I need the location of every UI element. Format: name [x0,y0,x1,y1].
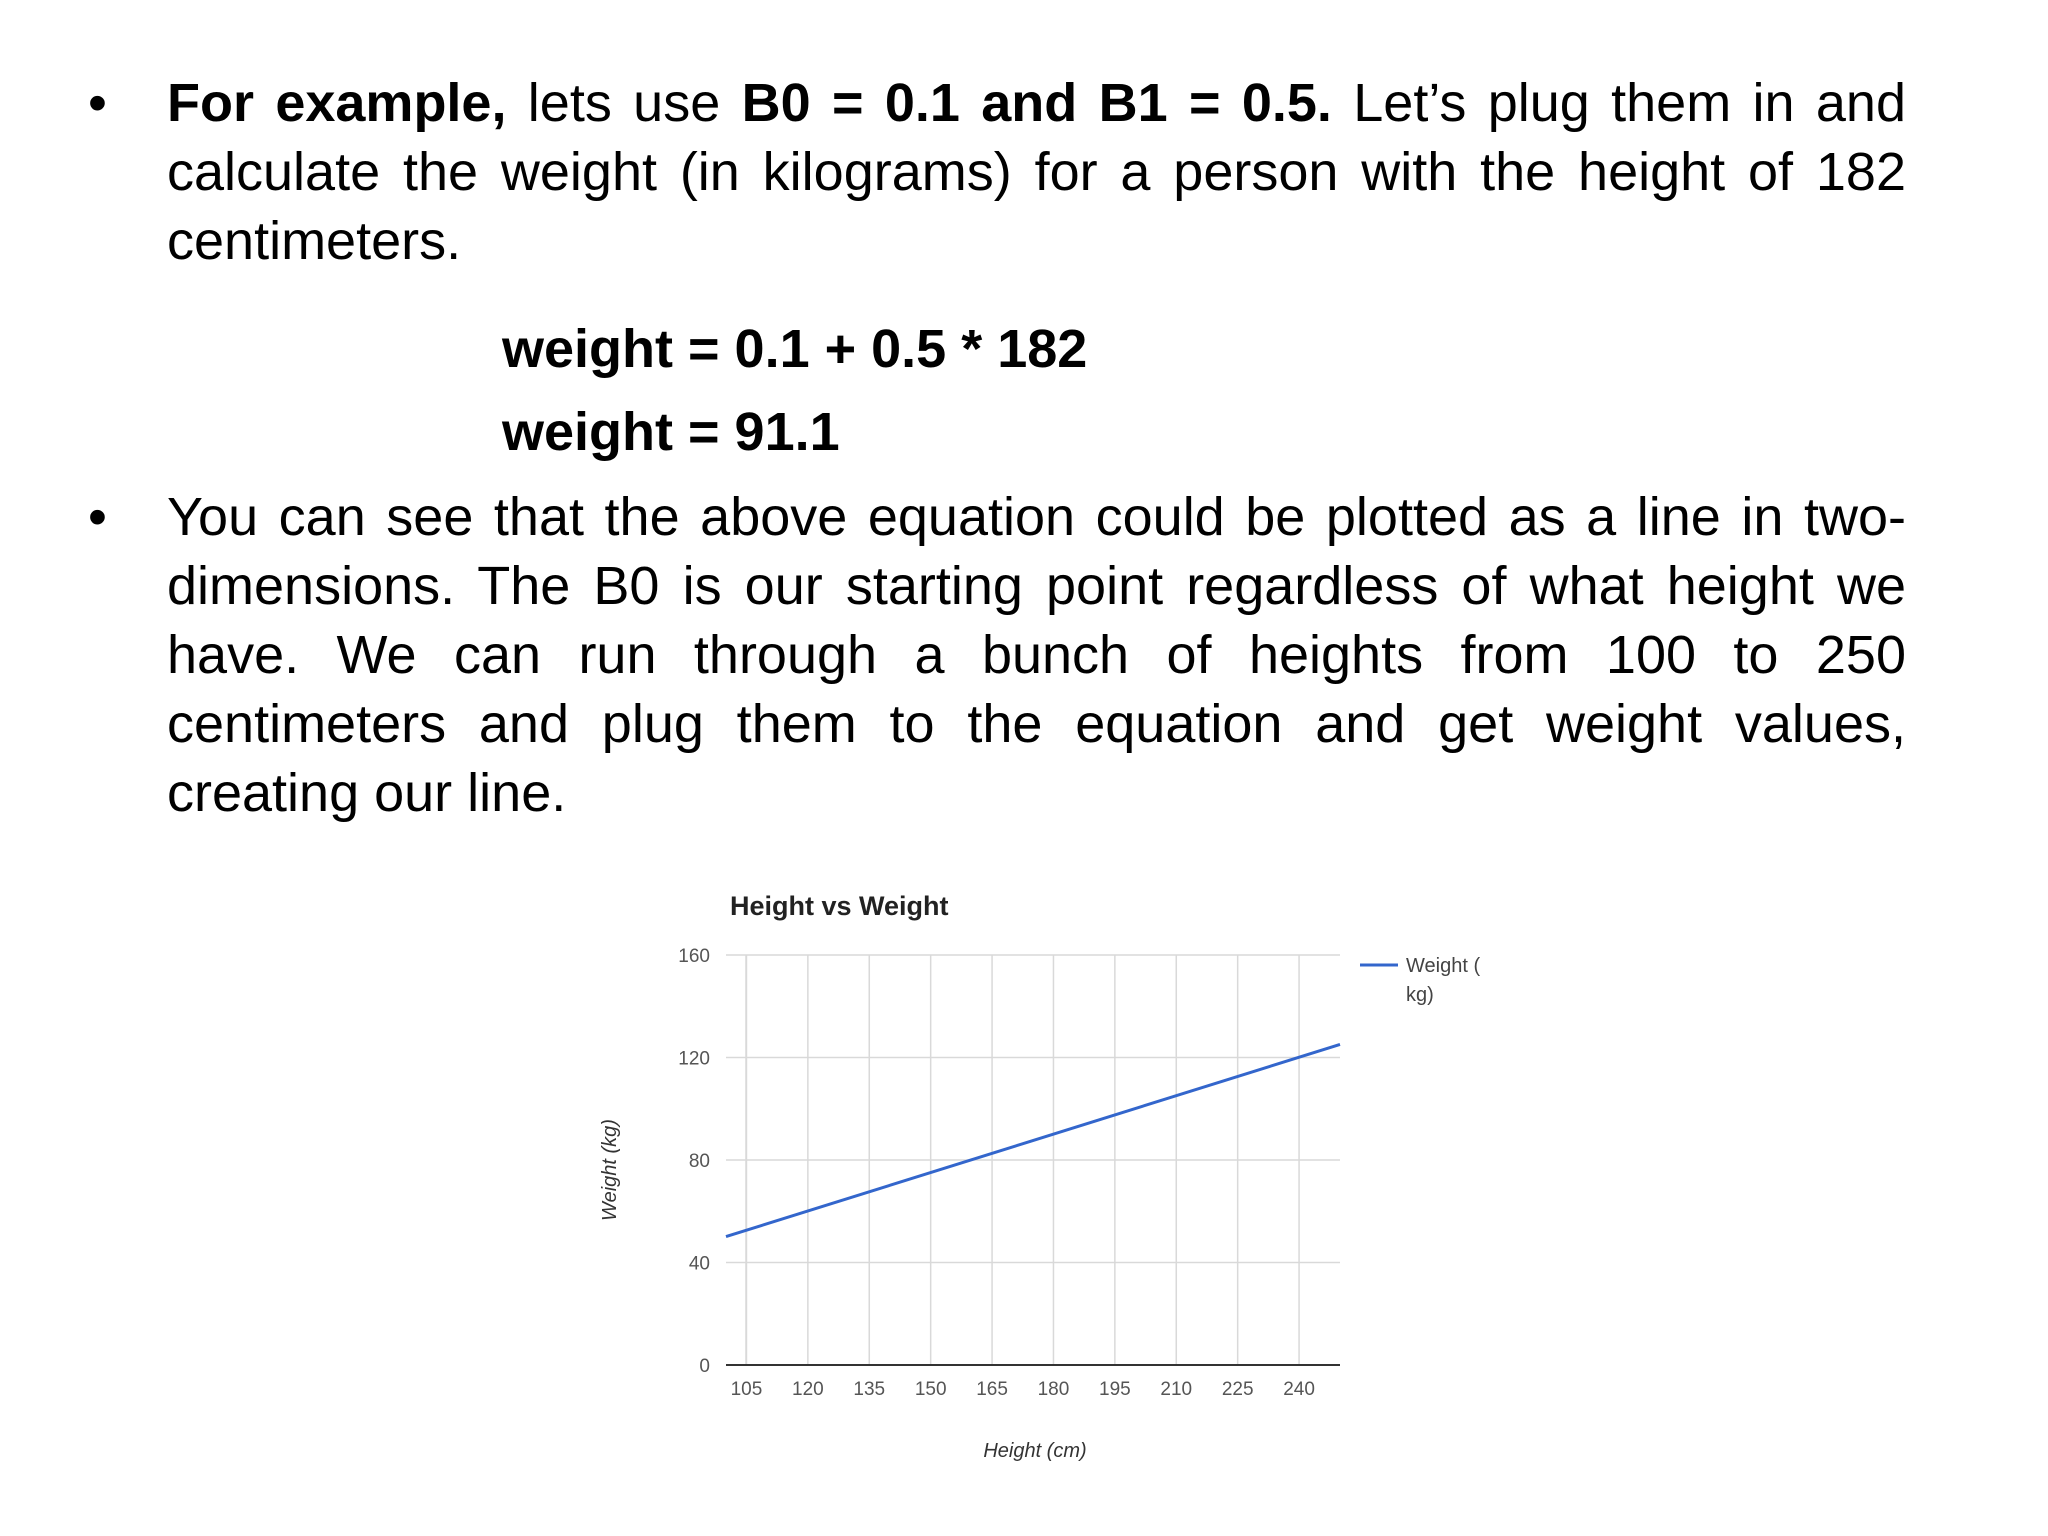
y-tick-label: 40 [688,1253,710,1275]
x-tick-label: 165 [976,1379,1008,1400]
bold-coefficients: B0 = 0.1 and B1 = 0.5. [741,73,1332,133]
x-tick-label: 210 [1160,1379,1193,1400]
text-segment: lets use [506,73,742,133]
equation-line-1: weight = 0.1 + 0.5 * 182 [502,319,1088,379]
x-tick-label: 150 [914,1379,947,1400]
x-tick-label: 135 [853,1379,886,1400]
x-tick-label: 195 [1099,1379,1131,1400]
chart-title: Height vs Weight [730,891,949,921]
bullet-dot: • [88,487,107,547]
x-axis-title: Height (cm) [983,1440,1087,1462]
bullet-text-line-explanation: You can see that the above equation could be plotted as a line in two-dimensions. The B0 is our starting point regardless of what height we have. We can run through a bunch of heights from 100 to 250 centimeters and plug them to the equation and get weight values, creating our line. [167,487,1906,823]
x-tick-label: 120 [792,1379,824,1400]
legend-label-line: Weight ( [1406,955,1481,977]
y-tick-label: 120 [678,1048,710,1070]
chart-series [726,1044,1340,1236]
y-tick-label: 0 [699,1356,710,1377]
equation-line-2: weight = 91.1 [502,402,840,462]
chart-grid [726,955,1340,1365]
legend-label [1406,955,1480,1006]
x-tick-label: 105 [730,1379,763,1400]
bullet-text-example [167,69,1906,276]
y-tick-label: 160 [678,946,710,967]
legend-label-line: kg) [1406,984,1434,1006]
y-axis-title: Weight (kg) [599,1119,621,1221]
bullet-dot: • [88,73,107,133]
chart-legend [1360,955,1480,1006]
text-segment: Let’s plug them in and calculate the weight (in kilograms) for a person with the height of 182 centimeters. [167,73,1906,271]
height-vs-weight-chart [560,870,1500,1490]
x-tick-label: 180 [1037,1379,1070,1400]
series-line-weight [726,1044,1340,1236]
bold-lead: For example, [167,73,507,133]
chart-tick-labels [678,946,1315,1400]
y-tick-label: 80 [688,1151,710,1172]
x-tick-label: 225 [1221,1379,1254,1400]
x-tick-label: 240 [1283,1379,1315,1400]
